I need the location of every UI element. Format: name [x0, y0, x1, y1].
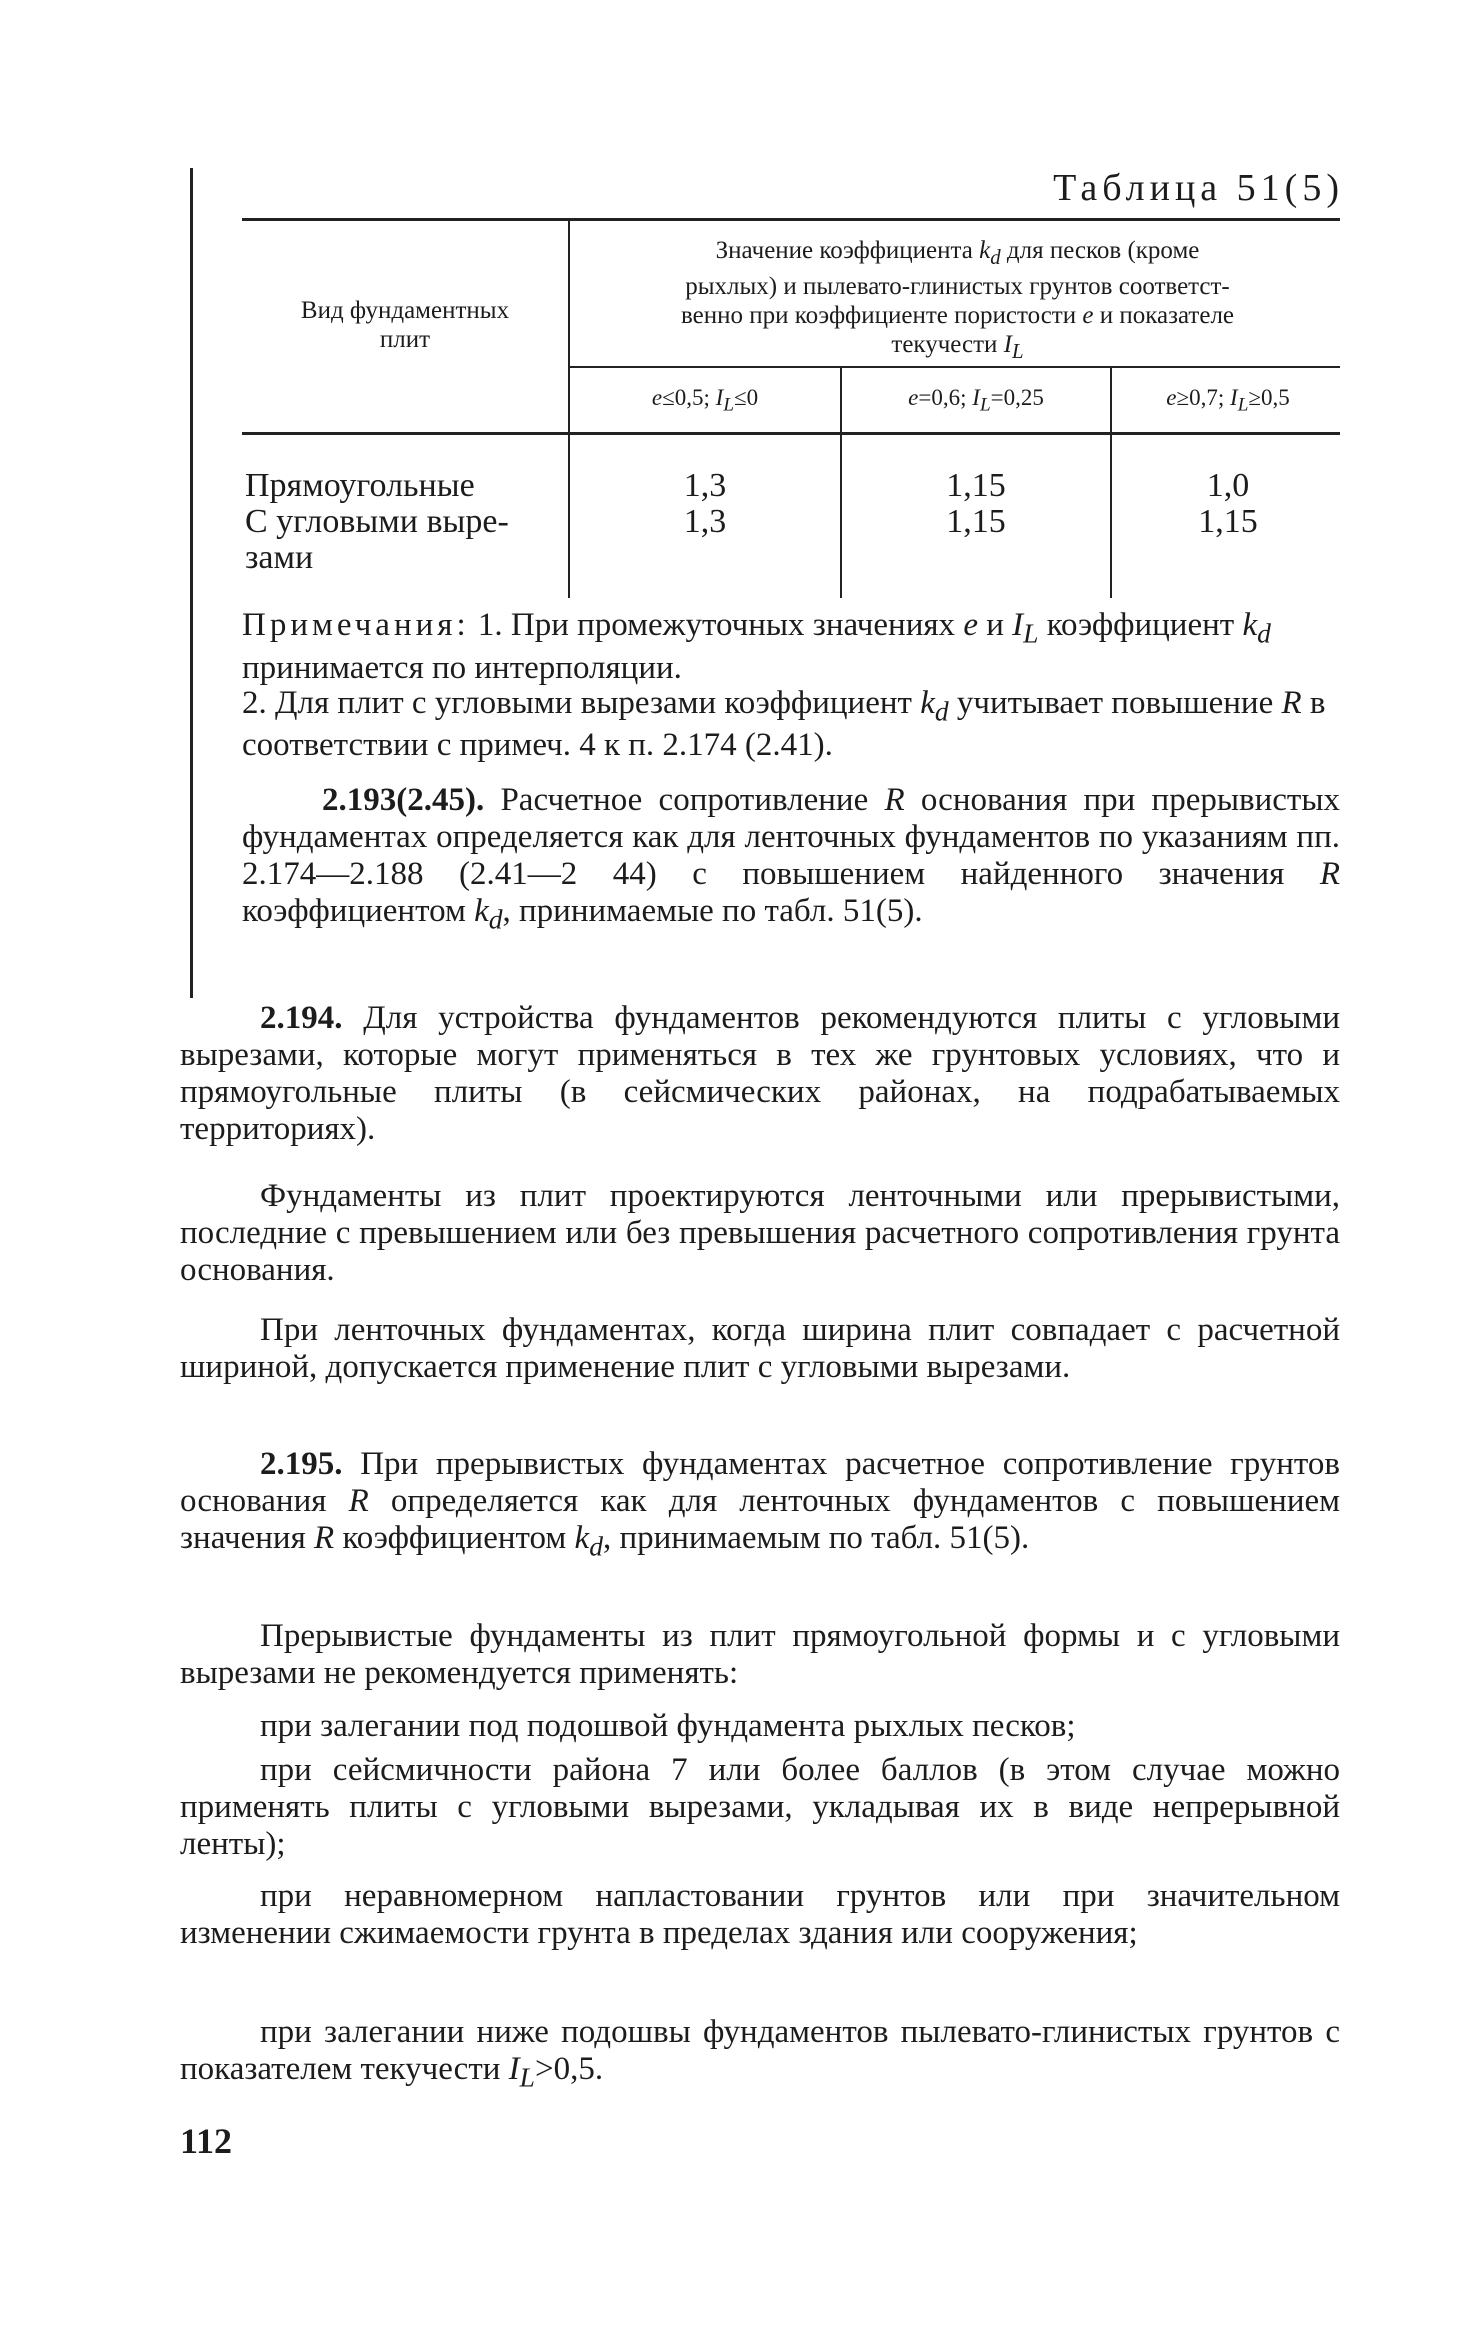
value-r2-c2: 1,15	[946, 503, 1006, 540]
table-header-bottom-rule	[242, 432, 1340, 435]
paragraph-2195: 2.195. При прерывистых фундаментах расчетное сопротивление грунтов основания R определяется как для ленточных фундаментов с повышением значения R коэффициентом $k_d$, принимаемым по табл. 51(5).	[180, 1446, 1341, 1562]
table-top-rule	[242, 218, 1340, 221]
paragraph-2193-number: 2.193(2.45).	[322, 782, 485, 818]
values-col-1	[572, 468, 838, 540]
list-item-1: при залегании под подошвой фундамента рыхлых песков;	[260, 1708, 1076, 1744]
page-number: 112	[180, 2121, 233, 2161]
row-label-rect: Прямоугольные	[245, 467, 475, 504]
paragraph-2194	[180, 1000, 1340, 1148]
value-r2-c3: 1,15	[1198, 503, 1258, 540]
subheader-1: e≤0,5; $I_L\le 0$	[651, 385, 759, 416]
value-r2-c1: 1,3	[683, 503, 727, 540]
list-item-3: при неравномерном напластовании грунтов или при значительном изменении сжимаемости грунта в пределах здания или сооружения;	[180, 1878, 1340, 1951]
value-r1-c1: 1,3	[683, 467, 727, 504]
paragraph-2195b: Прерывистые фундаменты из плит прямоугольной формы и с угловыми вырезами не рекомендуется применять:	[180, 1618, 1340, 1691]
paragraph-2194c: При ленточных фундаментах, когда ширина плит совпадает с расчетной шириной, допускается применение плит с угловыми вырезами.	[180, 1312, 1340, 1385]
paragraph-2194-text: Для устройства фундаментов рекомендуются плиты с угловыми вырезами, которые могут применяться в тех же грунтовых условиях, что и прямоугольные плиты (в сейсмических районах, на подрабатываемых территориях).	[180, 1000, 1341, 1147]
list-item-4: при залегании ниже подошвы фундаментов пылевато-глинистых грунтов с показателем текучести $I_L>0,5$.	[180, 2014, 1340, 2093]
table-header-type: Вид фундаментных плит	[300, 297, 510, 353]
values-col-3	[1113, 468, 1343, 540]
row-labels	[245, 468, 575, 576]
table-title: Таблица 51(5)	[1053, 167, 1344, 209]
subheader-3: e≥0,7; $I_L\ge 0,5$	[1166, 385, 1290, 416]
margin-bar	[190, 168, 193, 998]
table-col-divider-2	[840, 368, 842, 598]
paragraph-2195-number: 2.195.	[260, 1446, 343, 1482]
paragraph-2194-number: 2.194.	[260, 1000, 343, 1036]
notes-heading: Примечания:	[242, 607, 470, 643]
subheader-2: e=0,6; $I_L=0,25$	[908, 385, 1044, 416]
list-item-2: при сейсмичности района 7 или более баллов (в этом случае можно применять плиты с угловыми вырезами, укладывая их в виде непрерывной ленты);	[180, 1752, 1340, 1862]
row-label-cut: С угловыми выре- зами	[245, 503, 509, 576]
table-header-value: Значение коэффициента $k_d$ для песков (кроме рыхлых) и пылевато-глинистых грунтов соответст- венно при коэффициенте пористости e и показателе текучести $I_L$	[680, 237, 1235, 363]
value-r1-c3: 1,0	[1206, 467, 1250, 504]
paragraph-2193: 2.193(2.45). Расчетное сопротивление R основания при прерывистых фундаментах определяется как для ленточных фундаментов по указаниям пп. 2.174—2.188 (2.41—2 44) с повышением найденного значения R коэффициентом $k_d$, принимаемые по табл. 51(5).	[242, 782, 1340, 935]
table-subheader-rule	[570, 366, 1340, 368]
table-notes: Примечания: 1. При промежуточных значениях e и $I_L$ коэффициент $k_d$ принимается по интерполяции. 2. Для плит с угловыми вырезами коэффициент $k_d$ учитывает повышение R в соответствии с примеч. 4 к п. 2.174 (2.41).	[242, 607, 1326, 764]
table-col-divider-3	[1110, 368, 1112, 598]
value-r1-c2: 1,15	[946, 467, 1006, 504]
paragraph-2194b: Фундаменты из плит проектируются ленточными или прерывистыми, последние с превышением или без превышения расчетного сопротивления грунта основания.	[180, 1178, 1340, 1288]
values-col-2	[843, 468, 1109, 540]
